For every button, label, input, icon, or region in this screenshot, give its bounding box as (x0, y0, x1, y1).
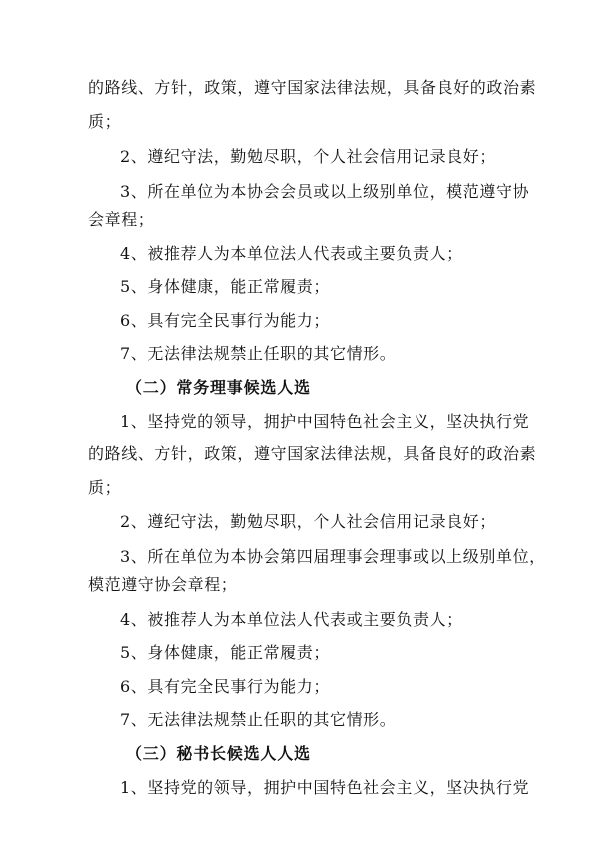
text-line: 1、坚持党的领导，拥护中国特色社会主义，坚决执行党 (120, 412, 530, 431)
text-line: 5、身体健康，能正常履责； (120, 643, 330, 662)
text-line: 会章程； (88, 210, 155, 229)
text-line: 2、遵纪守法，勤勉尽职，个人社会信用记录良好； (120, 512, 496, 531)
text-line: 4、被推荐人为本单位法人代表或主要负责人； (120, 244, 463, 263)
text-line: 2、遵纪守法，勤勉尽职，个人社会信用记录良好； (120, 147, 496, 166)
text-line: 的路线、方针，政策，遵守国家法律法规，具备良好的政治素 (88, 78, 537, 97)
section-heading: （二）常务理事候选人选 (126, 378, 311, 397)
text-line: 质； (88, 478, 122, 497)
text-line: 7、无法律法规禁止任职的其它情形。 (120, 710, 397, 729)
text-line: 模范遵守协会章程； (88, 575, 238, 594)
text-line: 5、身体健康，能正常履责； (120, 277, 330, 296)
text-line: 6、具有完全民事行为能力； (120, 311, 330, 330)
text-line: 1、坚持党的领导，拥护中国特色社会主义，坚决执行党 (120, 778, 530, 797)
text-line: 7、无法律法规禁止任职的其它情形。 (120, 344, 397, 363)
section-heading: （三）秘书长候选人人选 (126, 744, 311, 763)
text-line: 3、所在单位为本协会会员或以上级别单位，模范遵守协 (120, 182, 530, 201)
text-line: 的路线、方针，政策，遵守国家法律法规，具备良好的政治素 (88, 444, 537, 463)
text-line: 4、被推荐人为本单位法人代表或主要负责人； (120, 610, 463, 629)
text-line: 3、所在单位为本协会第四届理事会理事或以上级别单位， (120, 547, 546, 566)
text-line: 质； (88, 112, 122, 131)
text-line: 6、具有完全民事行为能力； (120, 677, 330, 696)
